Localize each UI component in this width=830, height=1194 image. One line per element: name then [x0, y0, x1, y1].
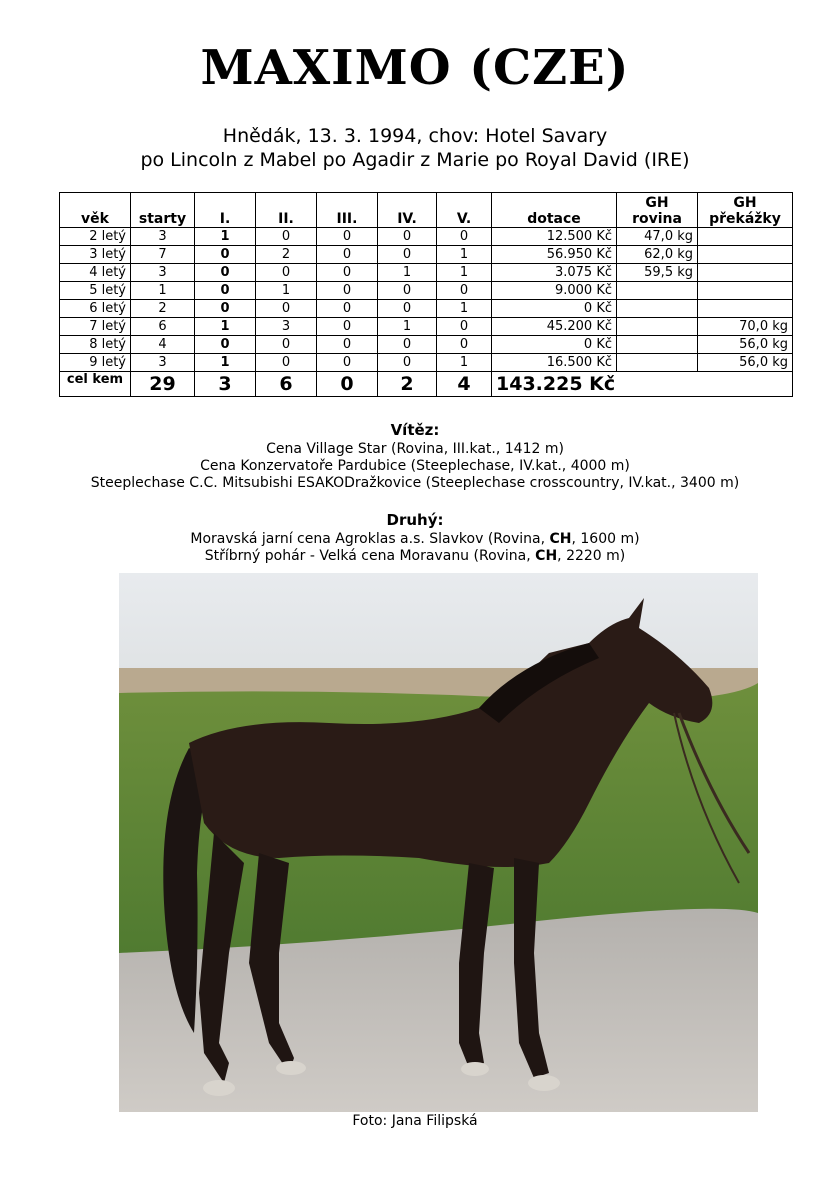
cell-gh-jump: [698, 264, 793, 282]
total-second: 6: [256, 372, 317, 397]
winner-section: [0, 422, 830, 492]
col-gh-flat: GH rovina: [617, 193, 698, 228]
cell-fourth: 0: [378, 282, 437, 300]
horse-photo: [119, 573, 758, 1112]
col-age: věk: [60, 193, 131, 228]
cell-prize: 45.200 Kč: [492, 318, 617, 336]
cell-starts: 3: [131, 264, 195, 282]
cell-gh-jump: [698, 246, 793, 264]
cell-fourth: 0: [378, 354, 437, 372]
table-row: [60, 264, 793, 282]
cell-second: 2: [256, 246, 317, 264]
col-second: II.: [256, 193, 317, 228]
cell-gh-jump: 56,0 kg: [698, 336, 793, 354]
cell-fourth: 1: [378, 318, 437, 336]
horse-details: Hnědák, 13. 3. 1994, chov: Hotel Savary: [222, 125, 608, 147]
cell-third: 0: [317, 300, 378, 318]
cell-fifth: 0: [437, 282, 492, 300]
winner-item: Cena Village Star (Rovina, III.kat., 1412 m): [266, 441, 564, 457]
second-place-item: Stříbrný pohár - Velká cena Moravanu (Rovina, CH, 2220 m): [204, 548, 626, 564]
cell-starts: 6: [131, 318, 195, 336]
cell-fifth: 1: [437, 300, 492, 318]
col-fifth: V.: [437, 193, 492, 228]
cell-second: 0: [256, 336, 317, 354]
cell-gh-flat: [617, 318, 698, 336]
col-first: I.: [195, 193, 256, 228]
cell-fourth: 0: [378, 228, 437, 246]
col-fourth: IV.: [378, 193, 437, 228]
cell-age: 7 letý: [60, 318, 131, 336]
cell-second: 0: [256, 354, 317, 372]
cell-fifth: 1: [437, 354, 492, 372]
cell-prize: 3.075 Kč: [492, 264, 617, 282]
cell-starts: 7: [131, 246, 195, 264]
cell-third: 0: [317, 264, 378, 282]
cell-prize: 56.950 Kč: [492, 246, 617, 264]
cell-third: 0: [317, 336, 378, 354]
total-prize: 143.225 Kč: [492, 372, 793, 397]
cell-fifth: 0: [437, 228, 492, 246]
cell-gh-jump: [698, 300, 793, 318]
cell-fourth: 0: [378, 246, 437, 264]
cell-first: 0: [195, 246, 256, 264]
cell-second: 0: [256, 264, 317, 282]
horse-pedigree: po Lincoln z Mabel po Agadir z Marie po Royal David (IRE): [140, 149, 690, 171]
total-first: 3: [195, 372, 256, 397]
cell-prize: 0 Kč: [492, 300, 617, 318]
table-row: [60, 228, 793, 246]
winner-item: Cena Konzervatoře Pardubice (Steeplechase, IV.kat., 4000 m): [200, 458, 630, 474]
cell-second: 0: [256, 300, 317, 318]
second-place-heading: Druhý:: [386, 511, 444, 529]
cell-fifth: 0: [437, 336, 492, 354]
cell-gh-flat: 59,5 kg: [617, 264, 698, 282]
cell-first: 1: [195, 318, 256, 336]
cell-age: 9 letý: [60, 354, 131, 372]
cell-starts: 4: [131, 336, 195, 354]
cell-starts: 3: [131, 354, 195, 372]
cell-age: 6 letý: [60, 300, 131, 318]
cell-second: 3: [256, 318, 317, 336]
cell-age: 5 letý: [60, 282, 131, 300]
cell-gh-jump: 70,0 kg: [698, 318, 793, 336]
cell-starts: 2: [131, 300, 195, 318]
cell-second: 0: [256, 228, 317, 246]
table-row: [60, 354, 793, 372]
col-starts: starty: [131, 193, 195, 228]
cell-third: 0: [317, 282, 378, 300]
race-stats-table: [59, 192, 793, 397]
cell-fourth: 1: [378, 264, 437, 282]
table-total-row: [60, 372, 793, 397]
table-row: [60, 300, 793, 318]
horse-name: MAXIMO (CZE): [200, 40, 630, 96]
second-place-section: [0, 512, 830, 565]
cell-first: 1: [195, 228, 256, 246]
photo-caption: Foto: Jana Filipská: [352, 1113, 478, 1129]
col-third: III.: [317, 193, 378, 228]
cell-starts: 1: [131, 282, 195, 300]
table-row: [60, 246, 793, 264]
total-fifth: 4: [437, 372, 492, 397]
cell-age: 2 letý: [60, 228, 131, 246]
cell-first: 0: [195, 282, 256, 300]
cell-starts: 3: [131, 228, 195, 246]
cell-third: 0: [317, 246, 378, 264]
cell-gh-jump: [698, 228, 793, 246]
cell-age: 8 letý: [60, 336, 131, 354]
cell-fourth: 0: [378, 300, 437, 318]
table-row: [60, 318, 793, 336]
cell-prize: 0 Kč: [492, 336, 617, 354]
cell-gh-jump: [698, 282, 793, 300]
cell-fifth: 1: [437, 246, 492, 264]
cell-gh-flat: 62,0 kg: [617, 246, 698, 264]
cell-fifth: 1: [437, 264, 492, 282]
cell-third: 0: [317, 228, 378, 246]
cell-gh-flat: [617, 354, 698, 372]
cell-age: 4 letý: [60, 264, 131, 282]
total-third: 0: [317, 372, 378, 397]
cell-prize: 12.500 Kč: [492, 228, 617, 246]
table-row: [60, 336, 793, 354]
cell-gh-jump: 56,0 kg: [698, 354, 793, 372]
cell-age: 3 letý: [60, 246, 131, 264]
cell-first: 0: [195, 264, 256, 282]
cell-gh-flat: [617, 300, 698, 318]
cell-first: 1: [195, 354, 256, 372]
cell-prize: 9.000 Kč: [492, 282, 617, 300]
total-starts: 29: [131, 372, 195, 397]
col-gh-jump: GH překážky: [698, 193, 793, 228]
cell-gh-flat: [617, 282, 698, 300]
cell-second: 1: [256, 282, 317, 300]
cell-first: 0: [195, 336, 256, 354]
winner-heading: Vítěz:: [390, 421, 440, 439]
cell-gh-flat: [617, 336, 698, 354]
total-fourth: 2: [378, 372, 437, 397]
second-place-item: Moravská jarní cena Agroklas a.s. Slavkov (Rovina, CH, 1600 m): [190, 531, 640, 547]
total-label: cel kem: [60, 372, 131, 397]
cell-prize: 16.500 Kč: [492, 354, 617, 372]
table-row: [60, 282, 793, 300]
winner-item: Steeplechase C.C. Mitsubishi ESAKODražkovice (Steeplechase crosscountry, IV.kat., 3400 m): [90, 475, 740, 491]
cell-third: 0: [317, 318, 378, 336]
cell-fourth: 0: [378, 336, 437, 354]
col-prize: dotace: [492, 193, 617, 228]
cell-first: 0: [195, 300, 256, 318]
cell-fifth: 0: [437, 318, 492, 336]
cell-gh-flat: 47,0 kg: [617, 228, 698, 246]
cell-third: 0: [317, 354, 378, 372]
table-header-row: [60, 193, 793, 228]
